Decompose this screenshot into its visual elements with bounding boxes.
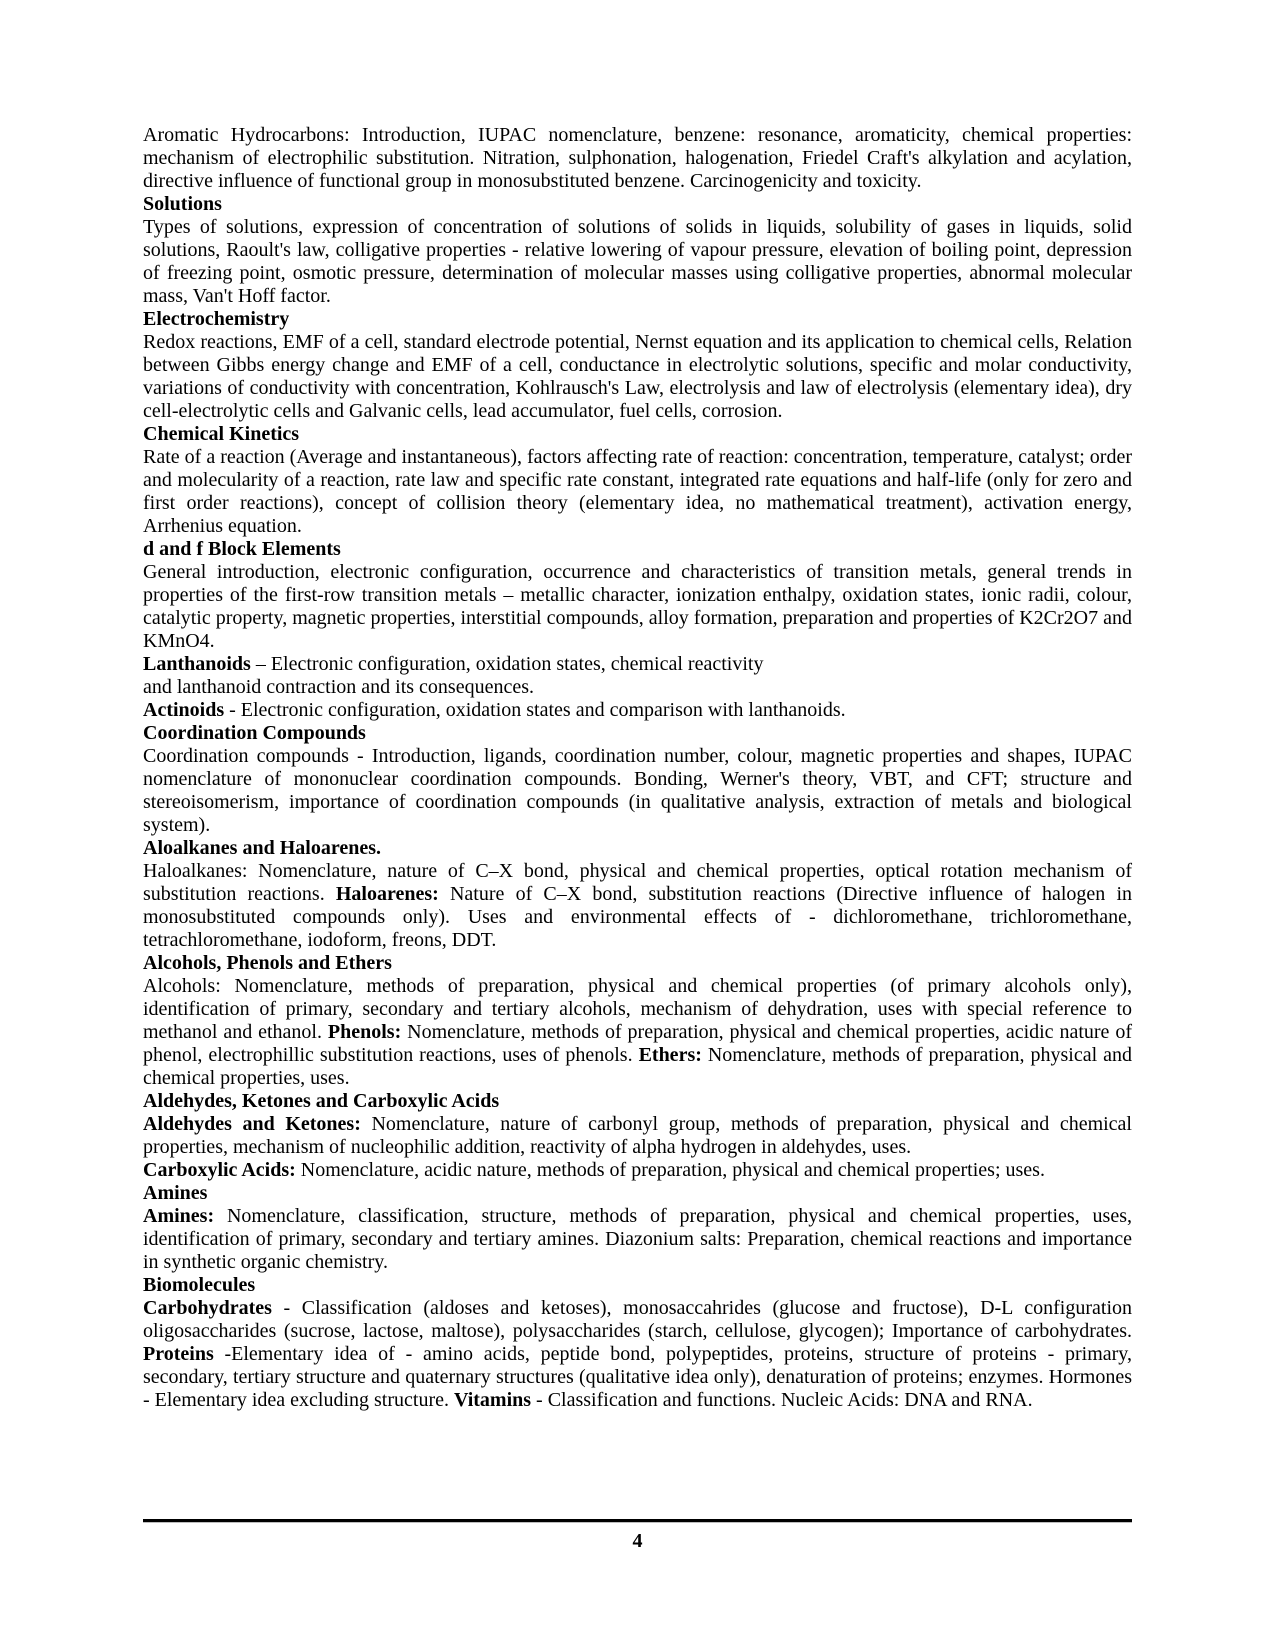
text-run: Aromatic Hydrocarbons: Introduction, IUPAC nomenclature, benzene: resonance, aromaticity, chemical properties: mechanism of electrophilic substitution. Nitration, sulphonation, halogenation, Friedel Craft's alkylation and acylation, directive influence of functional group in monosubstituted benzene. Carcinogenicity and toxicity.: [143, 124, 1132, 192]
bold-text-run: Amines:: [143, 1205, 215, 1227]
text-run: Nomenclature, classification, structure, methods of preparation, physical and chemical properties, uses, identification of primary, secondary and tertiary amines. Diazonium salts: Preparation, chemical reactions and importance in synthetic organic chemistry.: [143, 1205, 1132, 1273]
text-run: – Electronic configuration, oxidation states, chemical reactivity: [250, 653, 764, 675]
bold-text-run: d and f Block Elements: [143, 538, 341, 560]
bold-text-run: Phenols:: [327, 1021, 402, 1043]
text-run: Coordination compounds - Introduction, ligands, coordination number, colour, magnetic properties and shapes, IUPAC nomenclature of mononuclear coordination compounds. Bonding, Werner's theory, VBT, and CFT; structure and stereoisomerism, importance of coordination compounds (in qualitative analysis, extraction of metals and biological system).: [143, 745, 1132, 836]
bold-text-run: Carbohydrates: [143, 1297, 272, 1319]
body-paragraph: [143, 676, 1132, 699]
section-heading: [143, 1090, 1132, 1113]
bold-text-run: Chemical Kinetics: [143, 423, 300, 445]
text-run: Types of solutions, expression of concentration of solutions of solids in liquids, solubility of gases in liquids, solid solutions, Raoult's law, colligative properties - relative lowering of vapour pressure, elevation of boiling point, depression of freezing point, osmotic pressure, determination of molecular masses using colligative properties, abnormal molecular mass, Van't Hoff factor.: [143, 216, 1132, 307]
text-run: Nomenclature, methods of preparation, physical and chemical properties, acidic nature of phenol, electrophillic substitution reactions, uses of phenols.: [143, 1021, 1132, 1066]
body-paragraph: [143, 1113, 1132, 1159]
bold-text-run: Carboxylic Acids:: [143, 1159, 296, 1181]
bold-text-run: Coordination Compounds: [143, 722, 366, 744]
section-heading: [143, 423, 1132, 446]
section-heading: [143, 722, 1132, 745]
text-run: Nomenclature, methods of preparation, physical and chemical properties, uses.: [143, 1044, 1132, 1089]
body-paragraph: [143, 745, 1132, 837]
section-heading: [143, 193, 1132, 216]
text-run: General introduction, electronic configuration, occurrence and characteristics of transition metals, general trends in properties of the first-row transition metals – metallic character, ionization enthalpy, oxidation states, ionic radii, colour, catalytic property, magnetic properties, interstitial compounds, alloy formation, preparation and properties of K2Cr2O7 and KMnO4.: [143, 561, 1132, 652]
document-body: [143, 124, 1132, 1412]
bold-text-run: Amines: [143, 1182, 208, 1204]
section-heading: [143, 1274, 1132, 1297]
bold-text-run: Biomolecules: [143, 1274, 256, 1296]
section-heading: [143, 538, 1132, 561]
text-run: Nomenclature, acidic nature, methods of preparation, physical and chemical properties; uses.: [295, 1159, 1045, 1181]
body-paragraph: [143, 446, 1132, 538]
page-number: 4: [632, 1530, 643, 1552]
body-paragraph: [143, 216, 1132, 308]
bold-text-run: Aldehydes and Ketones:: [143, 1113, 361, 1135]
text-run: - Classification (aldoses and ketoses), monosaccahrides (glucose and fructose), D-L configuration oligosaccharides (sucrose, lactose, maltose), polysaccharides (starch, cellulose, glycogen); Importance of carbohydrates.: [143, 1297, 1132, 1342]
bold-text-run: Ethers:: [638, 1044, 702, 1066]
section-heading: [143, 1182, 1132, 1205]
text-run: Nomenclature, nature of carbonyl group, methods of preparation, physical and chemical properties, mechanism of nucleophilic addition, reactivity of alpha hydrogen in aldehydes, uses.: [143, 1113, 1132, 1158]
bold-text-run: Electrochemistry: [143, 308, 290, 330]
text-run: - Classification and functions. Nucleic Acids: DNA and RNA.: [531, 1389, 1033, 1411]
footer-divider: [143, 1519, 1132, 1523]
bold-text-run: Haloarenes:: [335, 883, 439, 905]
text-run: Alcohols: Nomenclature, methods of preparation, physical and chemical properties (of primary alcohols only), identification of primary, secondary and tertiary alcohols, mechanism of dehydration, uses with special reference to methanol and ethanol.: [143, 975, 1132, 1043]
body-paragraph: [143, 124, 1132, 193]
text-run: Rate of a reaction (Average and instantaneous), factors affecting rate of reaction: concentration, temperature, catalyst; order and molecularity of a reaction, rate law and specific rate constant, integrated rate equations and half-life (only for zero and first order reactions), concept of collision theory (elementary idea, no mathematical treatment), activation energy, Arrhenius equation.: [143, 446, 1132, 537]
bold-text-run: Vitamins: [454, 1389, 532, 1411]
body-paragraph: [143, 975, 1132, 1090]
text-run: - Electronic configuration, oxidation states and comparison with lanthanoids.: [224, 699, 846, 721]
body-paragraph: [143, 653, 1132, 676]
bold-text-run: Solutions: [143, 193, 222, 215]
body-paragraph: [143, 699, 1132, 722]
body-paragraph: [143, 1297, 1132, 1412]
text-run: -Elementary idea of - amino acids, peptide bond, polypeptides, proteins, structure of proteins - primary, secondary, tertiary structure and quaternary structures (qualitative idea only), denaturation of proteins; enzymes. Hormones - Elementary idea excluding structure.: [143, 1343, 1132, 1411]
text-run: Haloalkanes: Nomenclature, nature of C–X bond, physical and chemical properties, optical rotation mechanism of substitution reactions.: [143, 860, 1132, 905]
page-footer: [143, 1519, 1132, 1553]
text-run: Redox reactions, EMF of a cell, standard electrode potential, Nernst equation and its application to chemical cells, Relation between Gibbs energy change and EMF of a cell, conductance in electrolytic solutions, specific and molar conductivity, variations of conductivity with concentration, Kohlrausch's Law, electrolysis and law of electrolysis (elementary idea), dry cell-electrolytic cells and Galvanic cells, lead accumulator, fuel cells, corrosion.: [143, 331, 1132, 422]
bold-text-run: Aloalkanes and Haloarenes.: [143, 837, 381, 859]
body-paragraph: [143, 1159, 1132, 1182]
body-paragraph: [143, 561, 1132, 653]
body-paragraph: [143, 331, 1132, 423]
section-heading: [143, 952, 1132, 975]
text-run: and lanthanoid contraction and its consequences.: [143, 676, 534, 698]
body-paragraph: [143, 860, 1132, 952]
section-heading: [143, 308, 1132, 331]
bold-text-run: Alcohols, Phenols and Ethers: [143, 952, 392, 974]
bold-text-run: Lanthanoids: [143, 653, 251, 675]
bold-text-run: Actinoids: [143, 699, 225, 721]
text-run: Nature of C–X bond, substitution reactions (Directive influence of halogen in monosubstituted compounds only). Uses and environmental effects of - dichloromethane, trichloromethane, tetrachloromethane, iodoform, freons, DDT.: [143, 883, 1133, 951]
body-paragraph: [143, 1205, 1132, 1274]
bold-text-run: Aldehydes, Ketones and Carboxylic Acids: [143, 1090, 500, 1112]
bold-text-run: Proteins: [143, 1343, 214, 1365]
section-heading: [143, 837, 1132, 860]
